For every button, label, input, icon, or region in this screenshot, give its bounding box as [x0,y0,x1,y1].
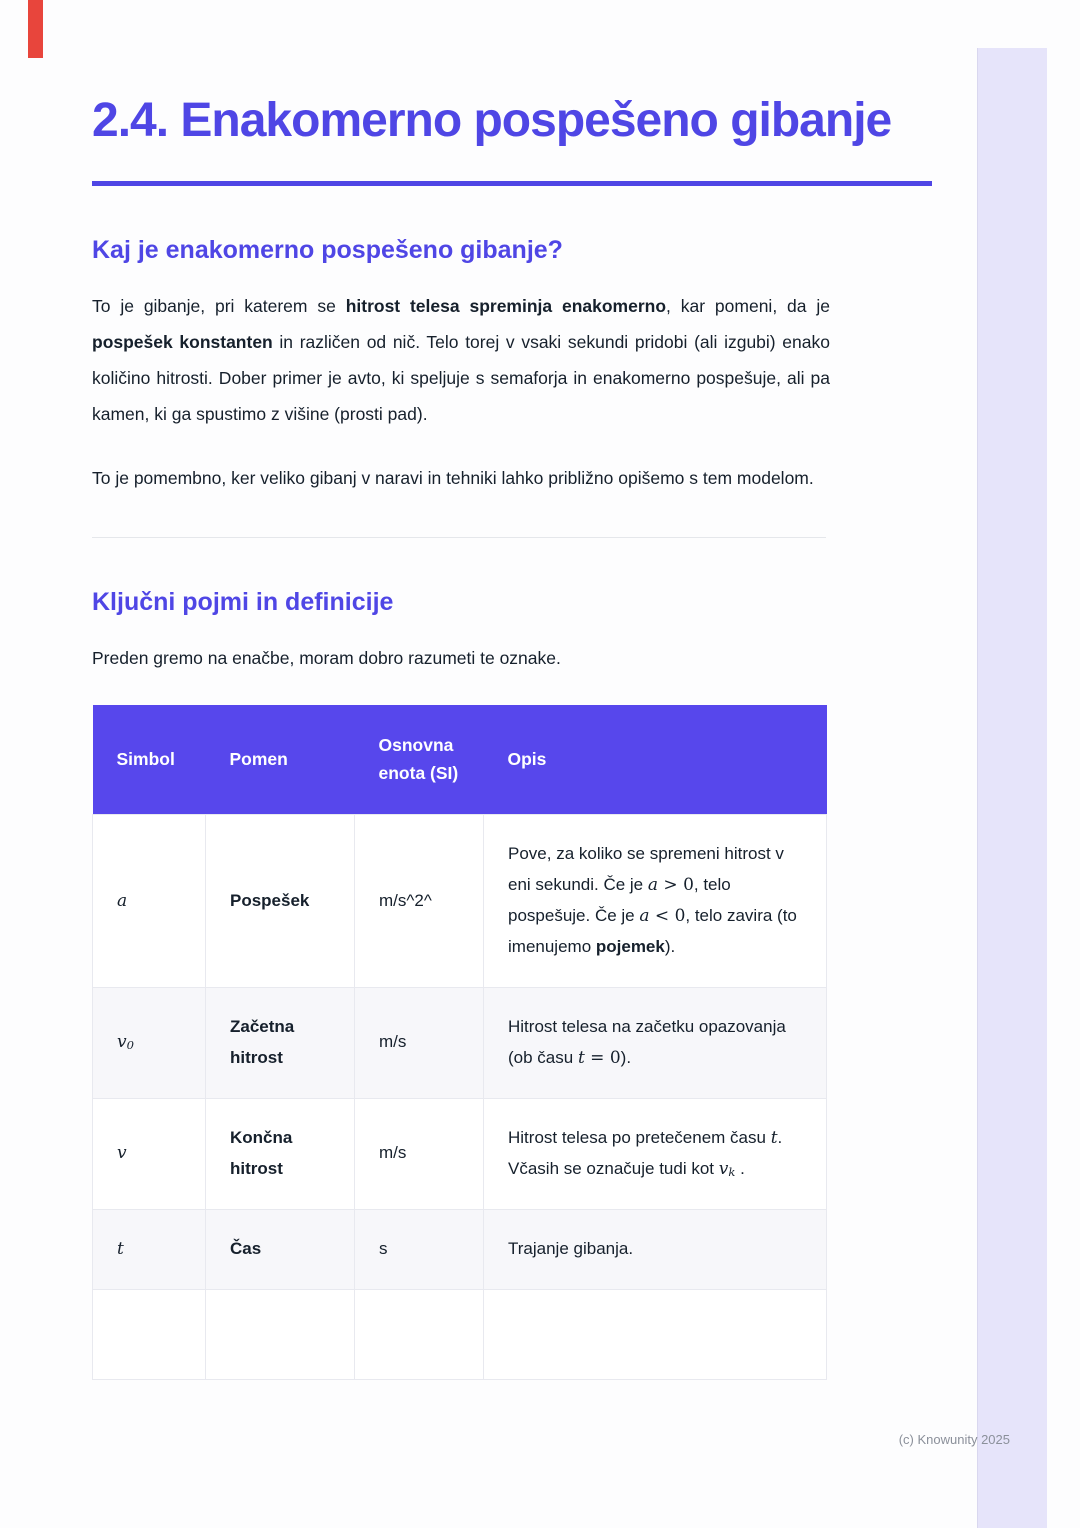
paragraph-table-intro: Preden gremo na enačbe, moram dobro razumeti te oznake. [92,647,561,668]
cell-symbol: t [93,1209,206,1289]
cell-opis: Hitrost telesa na začetku opazovanja (ob času t = 0). [484,988,827,1099]
title-divider [92,181,932,186]
cell-pomen: Pospešek [206,815,355,988]
cell-enota: s [355,1209,484,1289]
cell-pomen: Začetna hitrost [206,988,355,1099]
cell-opis: Pove, za koliko se spremeni hitrost v eni sekundi. Če je a > 0, telo pospešuje. Če je a < 0, telo zavira (to imenujemo pojemek). [484,815,827,988]
cell-pomen: Čas [206,1209,355,1289]
copyright-footer: (c) Knowunity 2025 [898,1432,1010,1447]
symbols-table-body [93,815,827,1379]
section-heading-key-terms: Ključni pojmi in definicije [92,587,394,616]
paragraph-importance: To je pomembno, ker veliko gibanj v naravi in tehniki lahko približno opišemo s tem modelom. [92,467,814,488]
cell-enota [355,1289,484,1379]
table-header-cell: Opis [484,705,827,815]
cell-opis: Hitrost telesa po pretečenem času t. Včasih se označuje tudi kot vk . [484,1098,827,1209]
cell-pomen: Končna hitrost [206,1098,355,1209]
section-heading-what-is: Kaj je enakomerno pospešeno gibanje? [92,236,563,265]
right-margin-strip [977,48,1047,1528]
cell-opis [484,1289,827,1379]
table-header-cell: Osnovna enota (SI) [355,705,484,815]
document-content [92,0,932,1380]
page-title: 2.4. Enakomerno pospešeno gibanje [92,94,892,147]
section-divider [92,537,826,538]
table-header-cell: Simbol [93,705,206,815]
table-row [93,1289,827,1379]
symbols-table-header-row [93,705,827,815]
table-row [93,1209,827,1289]
cell-enota: m/s^2^ [355,815,484,988]
table-header-cell: Pomen [206,705,355,815]
bookmark-ribbon [28,0,43,58]
cell-symbol [93,1289,206,1379]
symbols-table [92,705,827,1380]
table-row [93,1098,827,1209]
cell-enota: m/s [355,988,484,1099]
cell-symbol: a [93,815,206,988]
cell-pomen [206,1289,355,1379]
symbols-table-head [93,705,827,815]
table-row [93,815,827,988]
cell-symbol: v0 [93,988,206,1099]
cell-symbol: v [93,1098,206,1209]
table-row [93,988,827,1099]
cell-opis: Trajanje gibanja. [484,1209,827,1289]
cell-enota: m/s [355,1098,484,1209]
paragraph-definition: To je gibanje, pri katerem se hitrost telesa spreminja enakomerno, kar pomeni, da je pospešek konstanten in različen od nič. Telo torej v vsaki sekundi pridobi (ali izgubi) enako količino hitrosti. Dober primer je avto, ki speljuje s semaforja in enakomerno pospešuje, ali pa kamen, ki ga spustimo z višine (prosti pad). [92,296,830,424]
